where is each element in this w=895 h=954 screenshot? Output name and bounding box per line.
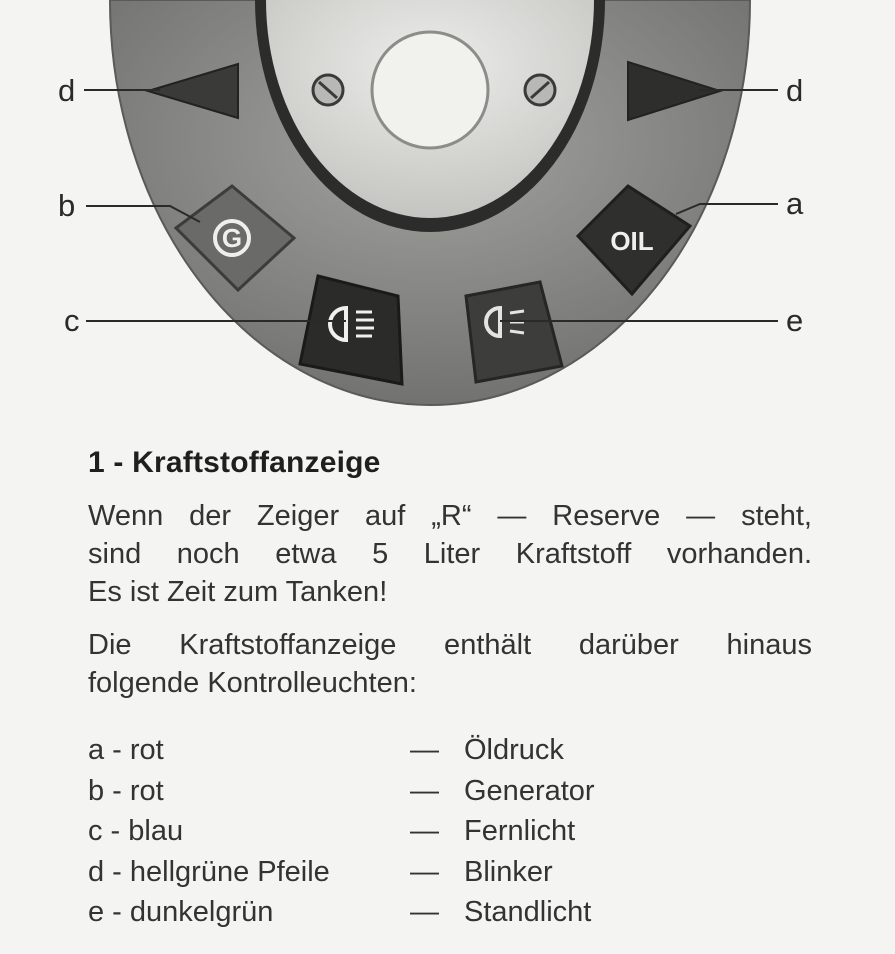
callout-a: a	[786, 186, 804, 221]
legend-item	[88, 811, 688, 852]
reserve-paragraph	[88, 497, 812, 611]
legend-dash: —	[410, 896, 439, 928]
legend-code: c - blau	[88, 815, 184, 847]
legend-item	[88, 771, 688, 812]
callout-d-right: d	[786, 73, 804, 108]
generator-lamp-label: G	[221, 223, 243, 253]
legend-meaning: Fernlicht	[464, 815, 576, 847]
legend-code: a - rot	[88, 734, 164, 766]
callout-c: c	[64, 303, 80, 338]
callout-d-left: d	[58, 73, 76, 108]
legend-meaning: Öldruck	[464, 734, 564, 766]
warning-lights-legend	[88, 730, 688, 933]
legend-item	[88, 892, 688, 933]
screw-left-icon	[313, 75, 343, 105]
legend-code: d - hellgrüne Pfeile	[88, 855, 330, 888]
fuel-gauge-illustration	[0, 0, 895, 440]
legend-dash: —	[410, 774, 439, 807]
callout-b: b	[58, 188, 76, 223]
legend-dash: —	[410, 815, 439, 847]
screw-right-icon	[525, 75, 555, 105]
paragraph-line: folgende Kontrolleuchten:	[88, 667, 417, 699]
legend-dash: —	[410, 855, 439, 888]
legend-code: e - dunkelgrün	[88, 896, 274, 928]
legend-code: b - rot	[88, 774, 164, 807]
gauge-center-hub	[372, 32, 488, 148]
section-heading: 1 - Kraftstoffanzeige	[88, 446, 381, 479]
legend-meaning: Generator	[464, 774, 595, 807]
high-beam-lamp-icon	[300, 276, 402, 384]
legend-dash: —	[410, 734, 439, 766]
paragraph-line: Die Kraftstoffanzeige enthält darüber hinaus	[88, 629, 812, 661]
paragraph-line: Es ist Zeit zum Tanken!	[88, 576, 388, 608]
paragraph-line: Wenn der Zeiger auf „R“ — Reserve — steht,	[88, 500, 812, 532]
callout-e: e	[786, 303, 804, 338]
warning-lights-intro-paragraph	[88, 626, 812, 702]
legend-item	[88, 730, 688, 771]
legend-item	[88, 852, 688, 893]
legend-meaning: Standlicht	[464, 896, 592, 928]
paragraph-line: sind noch etwa 5 Liter Kraftstoff vorhanden.	[88, 538, 812, 570]
oil-lamp-label: OIL	[610, 226, 654, 256]
legend-meaning: Blinker	[464, 855, 553, 888]
